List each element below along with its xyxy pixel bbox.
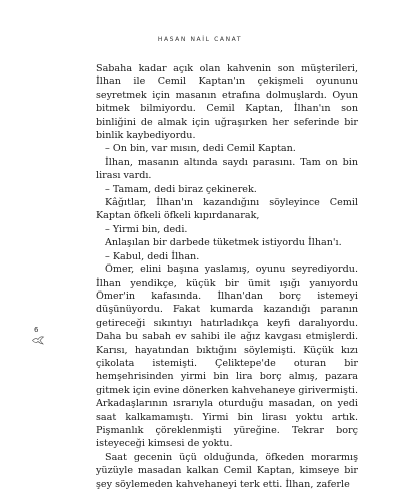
paragraph: Saat gecenin üçü olduğunda, öfkeden morarmış yüzüyle masadan kalkan Cemil Kaptan, kimseye bir şey söylemeden kahvehaneyi terk etti. İlhan, zaferle	[96, 451, 358, 490]
dialogue-line: – On bin, var mısın, dedi Cemil Kaptan.	[105, 143, 296, 155]
body-text	[96, 62, 358, 490]
running-header: HASAN NAİL CANAT	[157, 36, 243, 43]
paragraph: Anlaşılan bir darbede tüketmek istiyordu İlhan'ı.	[105, 237, 342, 249]
page-number: 6	[34, 326, 39, 334]
dialogue-line: – Tamam, dedi biraz çekinerek.	[105, 183, 257, 195]
paragraph: Ömer, elini başına yaslamış, oyunu seyrediyordu. İlhan yendikçe, küçük bir ümit ışığı yanıyordu Ömer'in kafasında. İlhan'dan borç istemeyi düşünüyordu. Fakat kumarda kazandığı paranın getireceği sıkıntıyı hatırladıkça keyfi daralıyordu. Daha bu sabah ev sahibi ile ağız kavgası etmişlerdi. Karısı, hayatından bıktığını söylemişti. Küçük kızı çikolata istemişti. Çeliktepe'de oturan bir hemşehrisinden yirmi bin lira borç almış, pazara gitmek için evine dönerken kahvehaneye girivermişti. Arkadaşlarının ısrarıyla oturduğu masadan, on yedi saat kalkamamıştı. Yirmi bin lirası yoktu artık. Pişmanlık çöreklenmişti yüreğine. Tekrar borç isteyeceği kimsesi de yoktu.	[96, 264, 358, 450]
paragraph: Sabaha kadar açık olan kahvenin son müşterileri, İlhan ile Cemil Kaptan'ın çekişmeli oyununu seyretmek için masanın etrafına dolmuşlardı. Oyun bitmek bilmiyordu. Cemil Kaptan, İlhan'ın son binliğini de almak için uğraşırken her seferinde bir binlik kaybediyordu.	[96, 63, 358, 142]
dialogue-line: – Kabul, dedi İlhan.	[105, 250, 200, 262]
dialogue-line: – Yirmi bin, dedi.	[105, 223, 188, 235]
paragraph: İlhan, masanın altında saydı parasını. Tam on bin lirası vardı.	[96, 156, 358, 182]
bird-emblem-icon	[32, 336, 44, 345]
paragraph: Kâğıtlar, İlhan'ın kazandığını söyleyince Cemil Kaptan öfkeli öfkeli kıpırdanarak,	[96, 197, 358, 222]
